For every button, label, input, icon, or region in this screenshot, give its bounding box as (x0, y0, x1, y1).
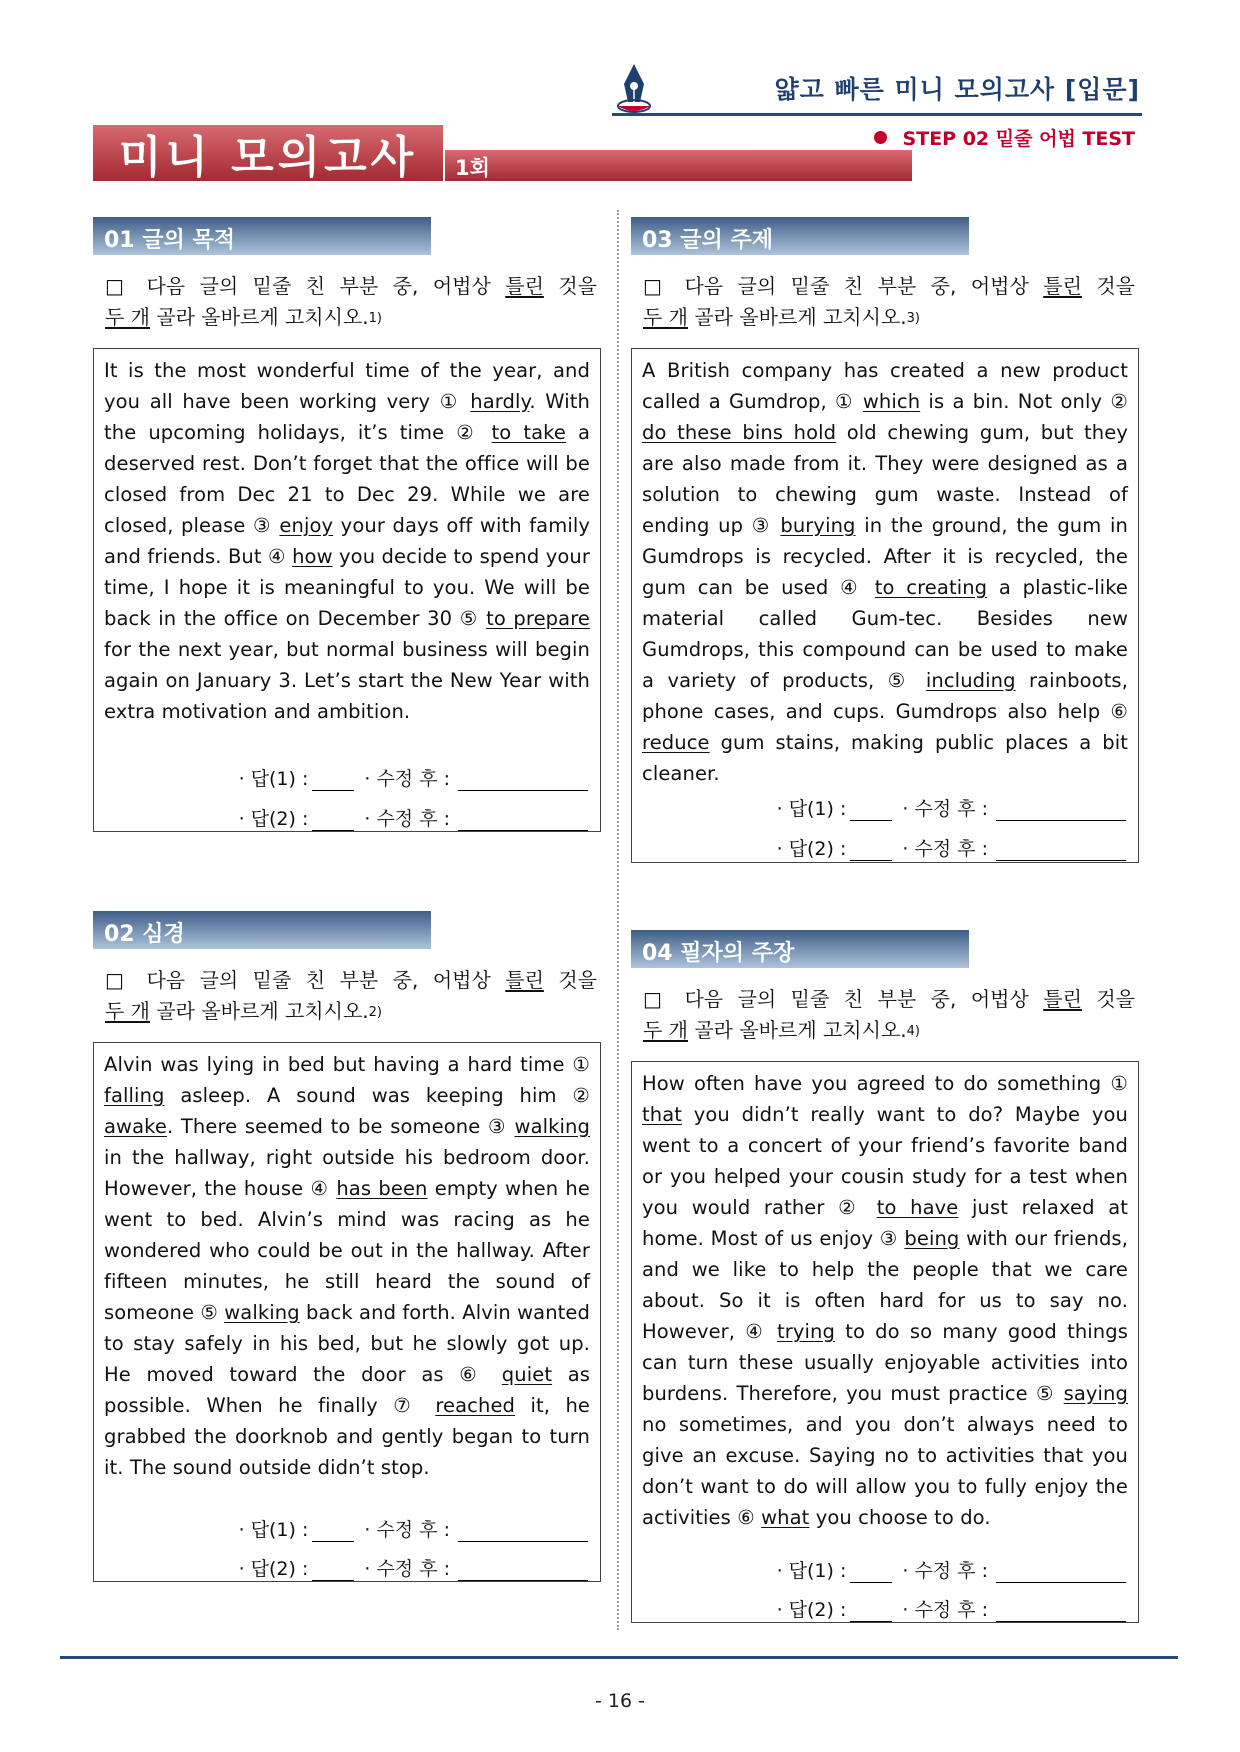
fix-blank[interactable] (458, 1562, 588, 1581)
answer-blank[interactable] (312, 812, 354, 831)
fix-label: · 수정 후 : (364, 768, 450, 790)
answer-label: · 답(1) : (238, 1519, 309, 1541)
fix-blank[interactable] (458, 772, 588, 791)
bullet-dot-icon (874, 131, 887, 144)
fix-blank[interactable] (996, 1564, 1126, 1583)
passage-text: A British company has created a new product called a Gumdrop, ① which is a bin. Not only ② do these bins hold old chewing gum, but they are also made from it. They were designed as a solution to chewing gum waste. Instead of ending up ③ burying in the ground, the gum in Gumdrops is recycled. After it is recycled, the gum can be used ④ to creating a plastic-like material called Gum-tec. Besides new Gumdrops, this compound can be used to make a variety of products, ⑤ including rainboots, phone cases, and cups. Gumdrops also help ⑥ reduce gum stains, making public places a bit cleaner. (642, 359, 1129, 785)
pen-nib-logo-icon (614, 62, 654, 116)
section-03-box (631, 348, 1139, 863)
section-02-instruction (105, 965, 597, 1030)
answer-label: · 답(2) : (776, 838, 847, 860)
underlined-phrase: to have (876, 1196, 959, 1219)
underlined-phrase: walking (514, 1115, 590, 1138)
instr-text: □ 다음 글의 밑줄 친 부분 중, 어법상 (643, 987, 1044, 1011)
footnote-ref: 2) (368, 1005, 382, 1020)
answer-label: · 답(1) : (776, 798, 847, 820)
banner-title: 미니 모의고사 (93, 125, 443, 181)
underlined-phrase: reduce (642, 731, 710, 754)
answer-label: · 답(2) : (776, 1599, 847, 1621)
fix-label: · 수정 후 : (902, 838, 988, 860)
underlined-phrase: has been (336, 1177, 428, 1200)
answer-blank[interactable] (312, 772, 354, 791)
section-02-box (93, 1042, 601, 1582)
section-04-heading: 04 필자의 주장 (631, 930, 969, 968)
underlined-phrase: walking (224, 1301, 300, 1324)
section-01-heading: 01 글의 목적 (93, 217, 431, 255)
answer-label: · 답(1) : (776, 1560, 847, 1582)
underlined-phrase: burying (780, 514, 856, 537)
section-02-heading: 02 심경 (93, 911, 431, 949)
underlined-phrase: falling (104, 1084, 165, 1107)
answer-label: · 답(2) : (238, 1558, 309, 1580)
answer-blank[interactable] (312, 1523, 354, 1542)
footnote-ref: 4) (906, 1024, 920, 1039)
instr-text: □ 다음 글의 밑줄 친 부분 중, 어법상 (643, 274, 1044, 298)
header-title: 얇고 빠른 미니 모의고사 [입문] (774, 75, 1140, 104)
underlined-phrase: to prepare (486, 607, 590, 630)
instr-text: 것을 (1081, 274, 1135, 298)
underlined-phrase: hardly (470, 390, 530, 413)
underlined-phrase: what (761, 1506, 810, 1529)
answer-line-1 (239, 764, 588, 791)
section-01-box (93, 348, 601, 832)
answer-blank[interactable] (312, 1562, 354, 1581)
fix-blank[interactable] (996, 842, 1126, 861)
fix-label: · 수정 후 : (902, 1560, 988, 1582)
underlined-phrase: do these bins hold (642, 421, 837, 444)
section-03-instruction (643, 271, 1135, 336)
instr-underline: 두 개 (643, 305, 688, 329)
fix-blank[interactable] (996, 802, 1126, 821)
underlined-phrase: awake (104, 1115, 167, 1138)
instr-text: 골라 올바르게 고치시오. (688, 1018, 907, 1042)
section-03-heading: 03 글의 주제 (631, 217, 969, 255)
fix-label: · 수정 후 : (364, 1558, 450, 1580)
instr-underline: 틀린 (505, 274, 544, 298)
underlined-phrase: quiet (501, 1363, 553, 1386)
answer-line-1 (777, 1556, 1126, 1583)
underlined-phrase: including (925, 669, 1016, 692)
footnote-ref: 1) (368, 311, 382, 326)
instr-text: 것을 (1081, 987, 1135, 1011)
underlined-phrase: saying (1063, 1382, 1128, 1405)
section-04-box (631, 1061, 1139, 1623)
fix-label: · 수정 후 : (902, 798, 988, 820)
answer-blank[interactable] (850, 1603, 892, 1622)
instr-underline: 두 개 (643, 1018, 688, 1042)
step-label (874, 124, 1135, 151)
passage-text: It is the most wonderful time of the year, and you all have been working very ① hardly. With the upcoming holidays, it’s time ② to take a deserved rest. Don’t forget that the office will be closed from Dec 21 to Dec 29. While we are closed, please ③ enjoy your days off with family and friends. But ④ how you decide to spend your time, I hope it is meaningful to you. We will be back in the office on December 30 ⑤ to prepare for the next year, but normal business will begin again on January 3. Let’s start the New Year with extra motivation and ambition. (104, 359, 590, 723)
answer-line-2 (239, 804, 588, 831)
answer-blank[interactable] (850, 842, 892, 861)
answer-line-2 (777, 834, 1126, 861)
answer-line-2 (777, 1595, 1126, 1622)
instr-underline: 틀린 (505, 968, 544, 992)
instr-text: □ 다음 글의 밑줄 친 부분 중, 어법상 (105, 968, 506, 992)
instr-underline: 두 개 (105, 305, 150, 329)
answer-line-1 (239, 1515, 588, 1542)
fix-label: · 수정 후 : (364, 808, 450, 830)
round-label: 1회 (455, 156, 490, 180)
fix-blank[interactable] (996, 1603, 1126, 1622)
answer-label: · 답(1) : (238, 768, 309, 790)
page-number: - 16 - (595, 1690, 645, 1712)
banner-round-bar (445, 150, 912, 181)
section-04-instruction (643, 984, 1135, 1049)
instr-underline: 틀린 (1043, 274, 1082, 298)
instr-underline: 두 개 (105, 999, 150, 1023)
fix-blank[interactable] (458, 812, 588, 831)
fix-blank[interactable] (458, 1523, 588, 1542)
answer-blank[interactable] (850, 1564, 892, 1583)
footer-rule (60, 1656, 1178, 1659)
answer-line-2 (239, 1554, 588, 1581)
step-text: STEP 02 밑줄 어법 TEST (902, 128, 1135, 150)
passage-text: Alvin was lying in bed but having a hard time ① falling asleep. A sound was keeping him ② awake. There seemed to be someone ③ walking in the hallway, right outside his bedroom door. However, the house ④ has been empty when he went to bed. Alvin’s mind was racing as he wondered who could be out in the hallway. After fifteen minutes, he still heard the sound of someone ⑤ walking back and forth. Alvin wanted to stay safely in his bed, but he slowly got up. He moved toward the door as ⑥ quiet as possible. When he finally ⑦ reached it, he grabbed the doorknob and gently began to turn it. The sound outside didn’t stop. (104, 1053, 591, 1479)
underlined-phrase: how (292, 545, 333, 568)
instr-text: 것을 (543, 968, 597, 992)
footnote-ref: 3) (906, 311, 920, 326)
underlined-phrase: to take (491, 421, 566, 444)
instr-text: 골라 올바르게 고치시오. (688, 305, 907, 329)
header-rule (612, 113, 1142, 116)
underlined-phrase: enjoy (279, 514, 334, 537)
passage-text: How often have you agreed to do something ① that you didn’t really want to do? Maybe you went to a concert of your friend’s favorite band or you helped your cousin study for a test when you would rather ② to have just relaxed at home. Most of us enjoy ③ being with our friends, and we like to help the people that we care about. So it is often hard for us to say no. However, ④ trying to do so many good things can turn these usually enjoyable activities into burdens. Therefore, you must practice ⑤ saying no sometimes, and you don’t always need to give an excuse. Saying no to activities that you don’t want to do will allow you to fully enjoy the activities ⑥ what you choose to do. (642, 1072, 1128, 1529)
answer-label: · 답(2) : (238, 808, 309, 830)
fix-label: · 수정 후 : (364, 1519, 450, 1541)
underlined-phrase: trying (777, 1320, 835, 1343)
answer-blank[interactable] (850, 802, 892, 821)
underlined-phrase: reached (435, 1394, 516, 1417)
instr-text: □ 다음 글의 밑줄 친 부분 중, 어법상 (105, 274, 506, 298)
column-divider (617, 210, 619, 1630)
underlined-phrase: which (862, 390, 921, 413)
answer-line-1 (777, 794, 1126, 821)
fix-label: · 수정 후 : (902, 1599, 988, 1621)
section-01-instruction (105, 271, 597, 336)
underlined-phrase: being (904, 1227, 960, 1250)
instr-text: 골라 올바르게 고치시오. (150, 305, 369, 329)
underlined-phrase: to creating (874, 576, 988, 599)
instr-text: 것을 (543, 274, 597, 298)
underlined-phrase: that (642, 1103, 682, 1126)
instr-underline: 틀린 (1043, 987, 1082, 1011)
instr-text: 골라 올바르게 고치시오. (150, 999, 369, 1023)
